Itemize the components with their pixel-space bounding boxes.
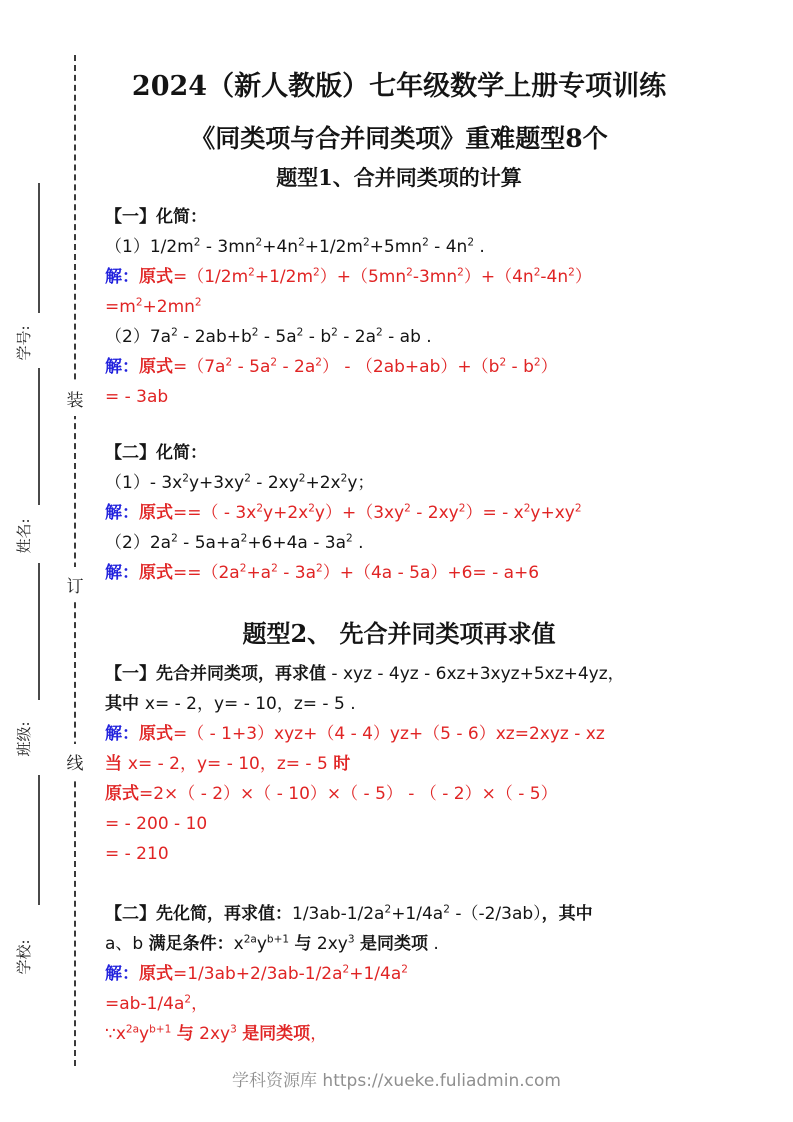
text-segment: =（ - 1+3）xyz+（4 - 4）yz+（5 - 6）xz=2xyz - xz: [173, 724, 605, 744]
problem-block-3: [105, 659, 765, 869]
content-line: [105, 959, 765, 989]
text-segment: = - 210: [105, 844, 169, 864]
text-segment: y+3xy: [188, 473, 245, 493]
text-segment: +2mn: [142, 297, 195, 317]
text-segment: y: [256, 934, 267, 954]
content-line: [105, 528, 765, 558]
text-segment: 2: [574, 502, 582, 515]
text-segment: .: [427, 934, 439, 954]
content-line: [105, 809, 765, 839]
text-segment: 2a: [125, 1023, 140, 1036]
text-segment: 是同类项: [359, 934, 428, 954]
binding-char-ding: 订: [64, 567, 86, 602]
content-line: [105, 1019, 765, 1049]
text-segment: 解: [105, 267, 122, 287]
text-segment: 原式: [139, 503, 173, 523]
text-segment: 2: [523, 502, 531, 515]
text-segment: 2: [315, 356, 322, 369]
text-segment: - 2a: [337, 327, 376, 347]
text-segment: - 5a: [232, 357, 271, 377]
text-segment: ）= - x: [465, 503, 524, 523]
text-segment: （1）- 3x: [105, 473, 183, 493]
text-segment: a、b: [105, 934, 149, 954]
text-segment: ：: [122, 503, 139, 523]
content-line: [105, 929, 765, 959]
content-line: [105, 262, 765, 292]
text-segment: 2: [568, 266, 575, 279]
text-segment: 2: [342, 963, 350, 976]
student-name-label: 姓名:: [15, 518, 33, 554]
problem-block-1: [105, 202, 765, 412]
text-segment: （1）1/2m: [105, 237, 194, 257]
text-segment: 【二】化简：: [105, 443, 207, 463]
text-segment: ：: [122, 563, 139, 583]
content-line: [105, 292, 765, 322]
text-segment: ：: [122, 357, 139, 377]
text-segment: =2×（ - 2）×（ - 10）×（ - 5） - （ - 2）×（ - 5）: [139, 784, 558, 804]
text-segment: ）: [574, 267, 592, 287]
document-body: [105, 64, 765, 1075]
text-segment: 解: [105, 724, 122, 744]
sub-title: 《同类项与合并同类项》重难题型8个: [190, 124, 608, 153]
text-segment: .: [352, 533, 364, 553]
text-segment: - 5a+a: [177, 533, 241, 553]
problem-block-4: [105, 899, 765, 1049]
text-segment: ：: [122, 964, 139, 984]
text-segment: 当: [105, 754, 128, 774]
text-segment: +1/4a: [349, 964, 402, 984]
student-id-label: 学号:: [15, 325, 33, 361]
text-segment: 2: [340, 472, 348, 485]
text-segment: - 2a: [277, 357, 316, 377]
content-line: [105, 202, 765, 232]
text-segment: - 2xy: [250, 473, 299, 493]
text-segment: +6+4a - 3a: [247, 533, 347, 553]
content-line: [105, 232, 765, 262]
text-segment: y；: [347, 473, 375, 493]
text-segment: y+2x: [263, 503, 309, 523]
text-segment: 2: [194, 296, 202, 309]
text-segment: +5mn: [369, 237, 423, 257]
text-segment: 2: [296, 326, 304, 339]
text-segment: ==（2a: [173, 563, 240, 583]
text-segment: ，: [191, 994, 209, 1014]
text-segment: 2: [171, 532, 178, 545]
school-label: 学校:: [15, 939, 33, 975]
text-segment: 2: [346, 532, 353, 545]
text-segment: 2: [533, 266, 541, 279]
text-segment: - b: [303, 327, 332, 347]
text-segment: +1/4a: [391, 904, 444, 924]
text-segment: 解: [105, 357, 122, 377]
section1-heading: 题型1、合并同类项的计算: [276, 165, 522, 190]
text-segment: - 2xy: [410, 503, 459, 523]
text-segment: +2x: [305, 473, 341, 493]
content-line: [105, 899, 765, 929]
text-segment: 其中: [105, 694, 145, 714]
text-segment: -（-2/3ab）: [449, 904, 542, 924]
text-segment: x= - 2，y= - 10，z= - 5 .: [144, 694, 356, 714]
content-line: [105, 322, 765, 352]
text-segment: （2）7a: [105, 327, 172, 347]
fill-in-line: [38, 183, 40, 313]
content-line: [105, 779, 765, 809]
text-segment: - 4n: [428, 237, 468, 257]
text-segment: 2: [457, 266, 464, 279]
text-segment: +1/2m: [254, 267, 314, 287]
text-segment: =1/3ab+2/3ab-1/2a: [173, 964, 343, 984]
text-segment: x: [233, 934, 244, 954]
binding-char-zhuang: 装: [64, 381, 86, 416]
text-segment: （2）2a: [105, 533, 172, 553]
text-segment: 满足条件：: [148, 934, 234, 954]
text-segment: 2: [406, 266, 413, 279]
text-segment: x= - 2，y= - 10，z= - 5: [127, 754, 334, 774]
text-segment: ：: [122, 724, 139, 744]
text-segment: y: [139, 1024, 150, 1044]
text-segment: ） - （2ab+ab）+（b: [321, 357, 500, 377]
text-segment: 2: [298, 472, 306, 485]
text-segment: 与: [294, 934, 312, 954]
text-segment: 2: [298, 236, 305, 249]
text-segment: 2: [458, 502, 466, 515]
text-segment: =（1/2m: [173, 267, 249, 287]
text-segment: 2: [239, 562, 247, 575]
text-segment: 1/3ab-1/2a: [292, 904, 385, 924]
content-line: [105, 839, 765, 869]
fill-in-line: [38, 563, 40, 700]
text-segment: 2: [422, 236, 429, 249]
main-title: 2024（新人教版）七年级数学上册专项训练: [131, 71, 667, 102]
text-segment: 2: [171, 326, 178, 339]
text-segment: 2: [135, 296, 143, 309]
text-segment: 解: [105, 563, 122, 583]
text-segment: ）+（4a - 5a）+6= - a+6: [322, 563, 540, 583]
content-line: [105, 382, 765, 412]
content-line: [105, 438, 765, 468]
text-segment: 时: [333, 754, 351, 774]
content-line: [105, 468, 765, 498]
text-segment: ）+（5mn: [319, 267, 407, 287]
content-line: [105, 689, 765, 719]
text-segment: y）+（3xy: [314, 503, 405, 523]
text-segment: 2: [316, 562, 323, 575]
text-segment: 2xy: [311, 934, 348, 954]
text-segment: 是同类项: [242, 1024, 311, 1044]
text-segment: ，: [310, 1024, 328, 1044]
text-segment: 2: [499, 356, 507, 369]
text-segment: 2: [184, 993, 192, 1006]
content-line: [105, 989, 765, 1019]
text-segment: 与: [176, 1024, 194, 1044]
text-segment: 2: [376, 326, 383, 339]
text-segment: 2: [533, 356, 541, 369]
content-line: [105, 659, 765, 689]
text-segment: b+1: [149, 1023, 172, 1036]
text-segment: ==（ - 3x: [173, 503, 257, 523]
text-segment: 2: [225, 356, 233, 369]
text-segment: 原式: [105, 784, 139, 804]
text-segment: =m: [105, 297, 136, 317]
text-segment: 2a: [243, 933, 257, 946]
text-segment: 2: [182, 472, 189, 485]
text-segment: - xyz - 4yz - 6xz+3xyz+5xz+4yz，: [326, 664, 625, 684]
text-segment: 2: [443, 903, 450, 916]
text-segment: - 5a: [258, 327, 297, 347]
text-segment: +4n: [262, 237, 299, 257]
fill-in-line: [38, 775, 40, 905]
text-segment: 原式: [139, 357, 173, 377]
class-label: 班级:: [15, 721, 33, 757]
text-segment: ，其中: [541, 904, 593, 924]
text-segment: - 2ab+b: [177, 327, 252, 347]
text-segment: 2: [362, 236, 370, 249]
text-segment: +1/2m: [304, 237, 363, 257]
text-segment: -3mn: [412, 267, 458, 287]
text-segment: 2: [331, 326, 338, 339]
text-segment: 2: [255, 236, 263, 249]
text-segment: 原式: [139, 267, 173, 287]
text-segment: 2: [271, 562, 278, 575]
text-segment: 【一】先合并同类项，再求值: [105, 664, 326, 684]
binding-dashed-line: [74, 55, 76, 1066]
text-segment: 2: [313, 266, 320, 279]
content-line: [105, 352, 765, 382]
text-segment: 2: [401, 963, 408, 976]
text-segment: 2: [404, 502, 411, 515]
text-segment: 2: [251, 326, 259, 339]
content-line: [105, 749, 765, 779]
text-segment: - b: [506, 357, 534, 377]
content-line: [105, 558, 765, 588]
text-segment: =（7a: [173, 357, 226, 377]
text-segment: 2: [248, 266, 255, 279]
text-segment: ∵x: [105, 1024, 126, 1044]
text-segment: 原式: [139, 563, 173, 583]
text-segment: 2: [270, 356, 278, 369]
binding-char-xian: 线: [64, 744, 86, 779]
text-segment: 3: [230, 1023, 237, 1036]
text-segment: 原式: [139, 724, 173, 744]
text-segment: ：: [122, 267, 139, 287]
content-line: [105, 498, 765, 528]
text-segment: 【二】先化简，再求值：: [105, 904, 292, 924]
text-segment: 2: [384, 903, 392, 916]
text-segment: 3: [347, 933, 355, 946]
text-segment: 2: [256, 502, 264, 515]
text-segment: 2: [467, 236, 475, 249]
text-segment: 2: [308, 502, 315, 515]
text-segment: +a: [246, 563, 272, 583]
footer-source-text: 学科资源库 https://xueke.fuliadmin.com: [232, 1071, 561, 1091]
text-segment: ）+（4n: [463, 267, 534, 287]
text-segment: - 3mn: [200, 237, 256, 257]
text-segment: -4n: [540, 267, 569, 287]
text-segment: 原式: [139, 964, 173, 984]
text-segment: =ab-1/4a: [105, 994, 185, 1014]
content-line: [105, 719, 765, 749]
text-segment: 2xy: [193, 1024, 231, 1044]
text-segment: y+xy: [530, 503, 575, 523]
text-segment: = - 3ab: [105, 387, 169, 407]
text-segment: 解: [105, 503, 122, 523]
text-segment: 2: [193, 236, 201, 249]
text-segment: 2: [244, 472, 251, 485]
text-segment: 2: [240, 532, 248, 545]
section2-heading: 题型2、 先合并同类项再求值: [242, 619, 556, 648]
text-segment: 解: [105, 964, 122, 984]
fill-in-line: [38, 368, 40, 505]
text-segment: 【一】化简：: [105, 207, 207, 227]
text-segment: b+1: [266, 933, 290, 946]
text-segment: ）: [540, 357, 558, 377]
text-segment: - 3a: [277, 563, 316, 583]
text-segment: - ab .: [382, 327, 432, 347]
text-segment: .: [474, 237, 485, 257]
problem-block-2: [105, 438, 765, 588]
text-segment: = - 200 - 10: [105, 814, 208, 834]
